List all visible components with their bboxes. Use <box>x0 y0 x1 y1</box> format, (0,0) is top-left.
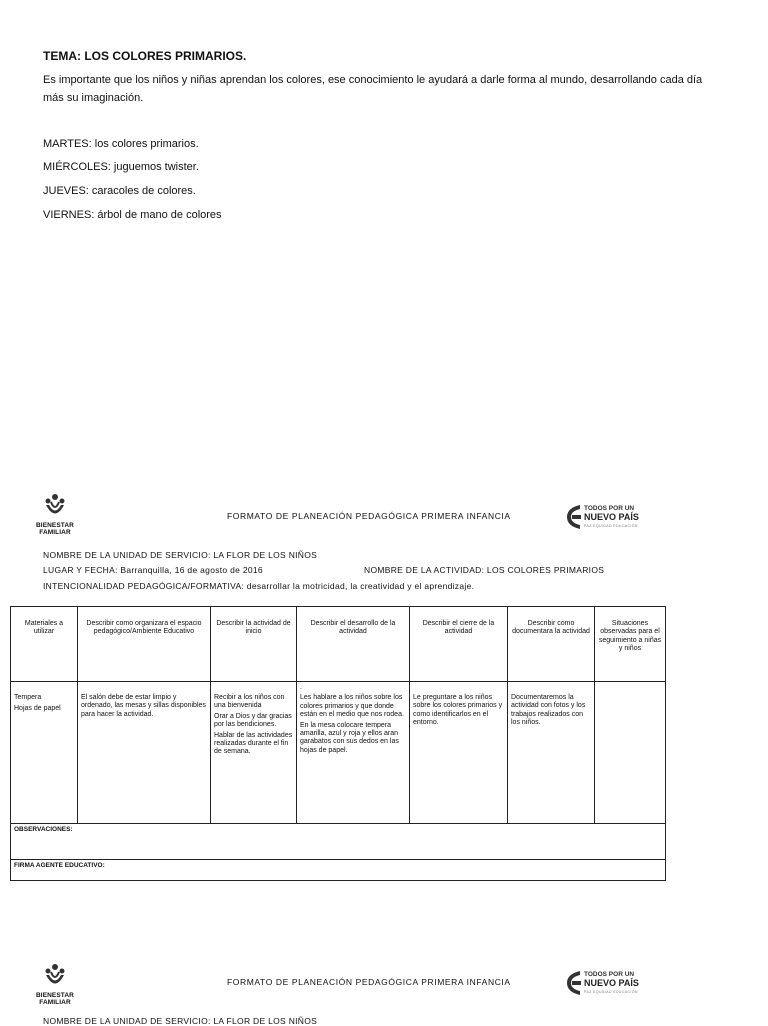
theme-intro: Es importante que los niños y niñas aprendan los colores, ese conocimiento le ayudará a darle forma al mundo, desarrollando cada día más su imaginación. <box>43 74 703 104</box>
closing-text: Le preguntare a los niños sobre los colores primarios y como identificarlos en el entorno. <box>413 694 503 727</box>
cell-documentation <box>508 682 595 824</box>
intention-label: INTENCIONALIDAD PEDAGÓGICA/FORMATIVA: <box>43 581 245 591</box>
development-item: Les hablare a los niños sobre los colores primarios y que donde están en el medio que nos rodea. <box>300 694 404 719</box>
family-icon <box>40 492 70 522</box>
nuevo-pais-line3: PAZ EQUIDAD EDUCACIÓN <box>584 989 638 994</box>
unit-name: NOMBRE DE LA UNIDAD DE SERVICIO: LA FLOR DE LOS NIÑOS <box>43 1016 318 1026</box>
header-space: Describir como organizara el espacio pedagógico/Ambiente Educativo <box>78 607 211 682</box>
nuevo-pais-logo <box>564 968 639 998</box>
nuevo-pais-line2: NUEVO PAÍS <box>584 977 639 988</box>
nuevo-pais-line3: PAZ EQUIDAD EDUCACIÓN <box>584 523 638 528</box>
intention-value: desarrollar la motricidad, la creatividad y el aprendizaje. <box>246 581 475 591</box>
table-row <box>11 682 666 824</box>
bienestar-line1: BIENESTAR <box>36 522 74 529</box>
nuevo-pais-line1: TODOS POR UN <box>584 504 635 512</box>
activity-name: NOMBRE DE LA ACTIVIDAD: LOS COLORES PRIMARIOS <box>364 565 605 575</box>
bienestar-line1: BIENESTAR <box>36 992 74 999</box>
cell-space <box>78 682 211 824</box>
space-text: El salón debe de estar limpio y ordenado, las mesas y sillas disponibles para hacer la actividad. <box>81 694 206 718</box>
bienestar-line2: FAMILIAR <box>39 999 71 1006</box>
header-start: Describir la actividad de inicio <box>211 607 297 682</box>
nuevo-pais-line1: TODOS POR UN <box>584 970 635 978</box>
signature-row <box>11 860 666 881</box>
day-friday: VIERNES: árbol de mano de colores <box>43 209 222 221</box>
bienestar-familiar-logo <box>33 492 77 536</box>
intention <box>43 581 474 591</box>
planning-table <box>10 606 666 881</box>
nuevo-pais-line2: NUEVO PAÍS <box>584 511 639 522</box>
development-item: En la mesa colocare tempera amarilla, azul y roja y ellos aran garabatos con sus dedos en las hojas de papel. <box>300 721 399 754</box>
header-documentation: Describir como documentara la actividad <box>508 607 595 682</box>
material-item: Tempera <box>14 694 42 701</box>
header-observed: Situaciones observadas para el seguimiento a niñas y niños <box>595 607 666 682</box>
bienestar-familiar-logo <box>33 962 77 1006</box>
cell-materials <box>11 682 78 824</box>
unit-name: NOMBRE DE LA UNIDAD DE SERVICIO: LA FLOR DE LOS NIÑOS <box>43 550 318 560</box>
start-item: Recibir a los niños con una bienvenida <box>214 694 285 710</box>
start-item: Orar a Dios y dar gracias por las bendiciones. <box>214 712 292 729</box>
start-item: Hablar de las actividades realizadas durante el fin de semana. <box>214 731 293 756</box>
observations-label: OBSERVACIONES: <box>11 824 666 860</box>
cell-start <box>211 682 297 824</box>
day-tuesday: MARTES: los colores primarios. <box>43 138 199 150</box>
place-date-value: Barranquilla, 16 de agosto de 2016 <box>120 565 263 575</box>
documentation-text: Documentaremos la actividad con fotos y los trabajos realizados con los niños. <box>511 694 586 727</box>
nuevo-pais-mark-icon <box>564 502 582 532</box>
format-title: FORMATO DE PLANEACIÓN PEDAGÓGICA PRIMERA INFANCIA <box>227 977 511 987</box>
day-wednesday: MIÉRCOLES: juguemos twister. <box>43 161 199 173</box>
header-materials: Materiales a utilizar <box>11 607 78 682</box>
cell-observed <box>595 682 666 824</box>
family-icon <box>40 962 70 992</box>
day-thursday: JUEVES: caracoles de colores. <box>43 185 196 197</box>
material-item: Hojas de papel <box>14 705 61 713</box>
nuevo-pais-mark-icon <box>564 968 582 998</box>
format-title: FORMATO DE PLANEACIÓN PEDAGÓGICA PRIMERA INFANCIA <box>227 511 511 521</box>
cell-closing <box>410 682 508 824</box>
header-development: Describir el desarrollo de la actividad <box>297 607 410 682</box>
development-dot: . <box>300 684 302 691</box>
nuevo-pais-logo <box>564 502 639 532</box>
header-closing: Describir el cierre de la actividad <box>410 607 508 682</box>
theme-title: TEMA: LOS COLORES PRIMARIOS. <box>43 49 247 63</box>
table-header-row <box>11 607 666 682</box>
bienestar-line2: FAMILIAR <box>39 529 71 536</box>
cell-development <box>297 682 410 824</box>
observations-row <box>11 824 666 860</box>
signature-label: FIRMA AGENTE EDUCATIVO: <box>11 860 666 881</box>
place-date-label: LUGAR Y FECHA: <box>43 565 118 575</box>
place-date <box>43 565 263 575</box>
